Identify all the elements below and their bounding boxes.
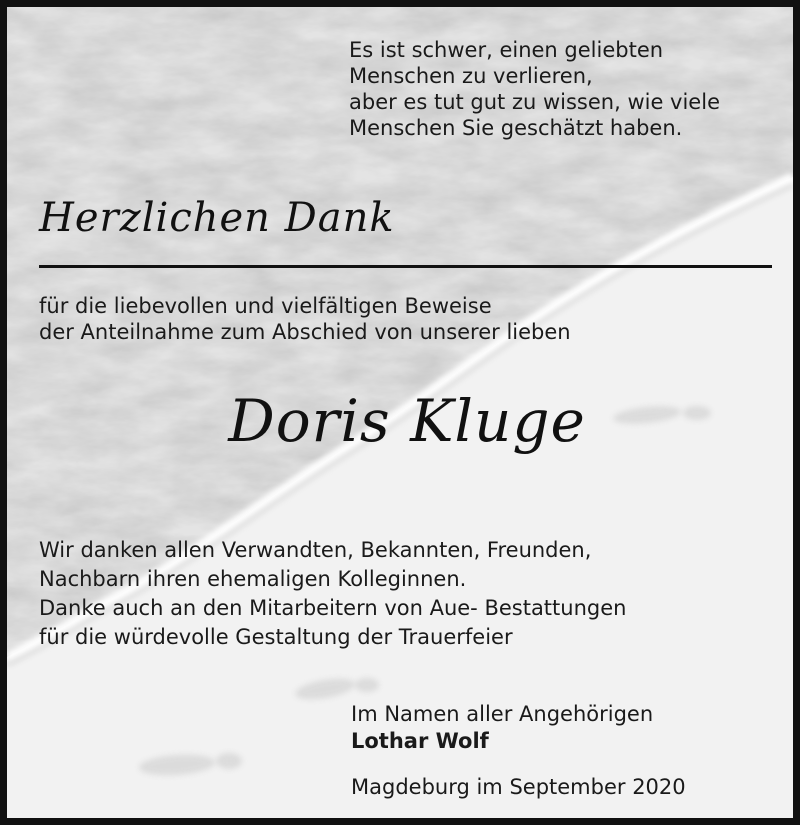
- signer-name: Lothar Wolf: [351, 729, 489, 753]
- condolence-quote: Es ist schwer, einen geliebten Menschen zu verlieren, aber es tut gut zu wissen, wie viele Menschen Sie geschätzt haben.: [349, 38, 720, 140]
- deceased-name: Doris Kluge: [228, 387, 586, 455]
- thanks-body-text: Wir danken allen Verwandten, Bekannten, Freunden, Nachbarn ihren ehemaligen Kolleginnen. Danke auch an den Mitarbeitern von Aue- Bestattungen für die würdevolle Gestaltung der Trauerfeier: [39, 538, 627, 649]
- intro-text: für die liebevollen und vielfältigen Beweise der Anteilnahme zum Abschied von unserer lieben: [39, 294, 571, 344]
- signature-line: Im Namen aller Angehörigen: [351, 702, 654, 726]
- heading-herzlichen-dank: Herzlichen Dank: [39, 195, 395, 241]
- divider-line: [39, 265, 772, 268]
- place-and-date: Magdeburg im September 2020: [351, 775, 686, 799]
- signature-block: [351, 701, 771, 755]
